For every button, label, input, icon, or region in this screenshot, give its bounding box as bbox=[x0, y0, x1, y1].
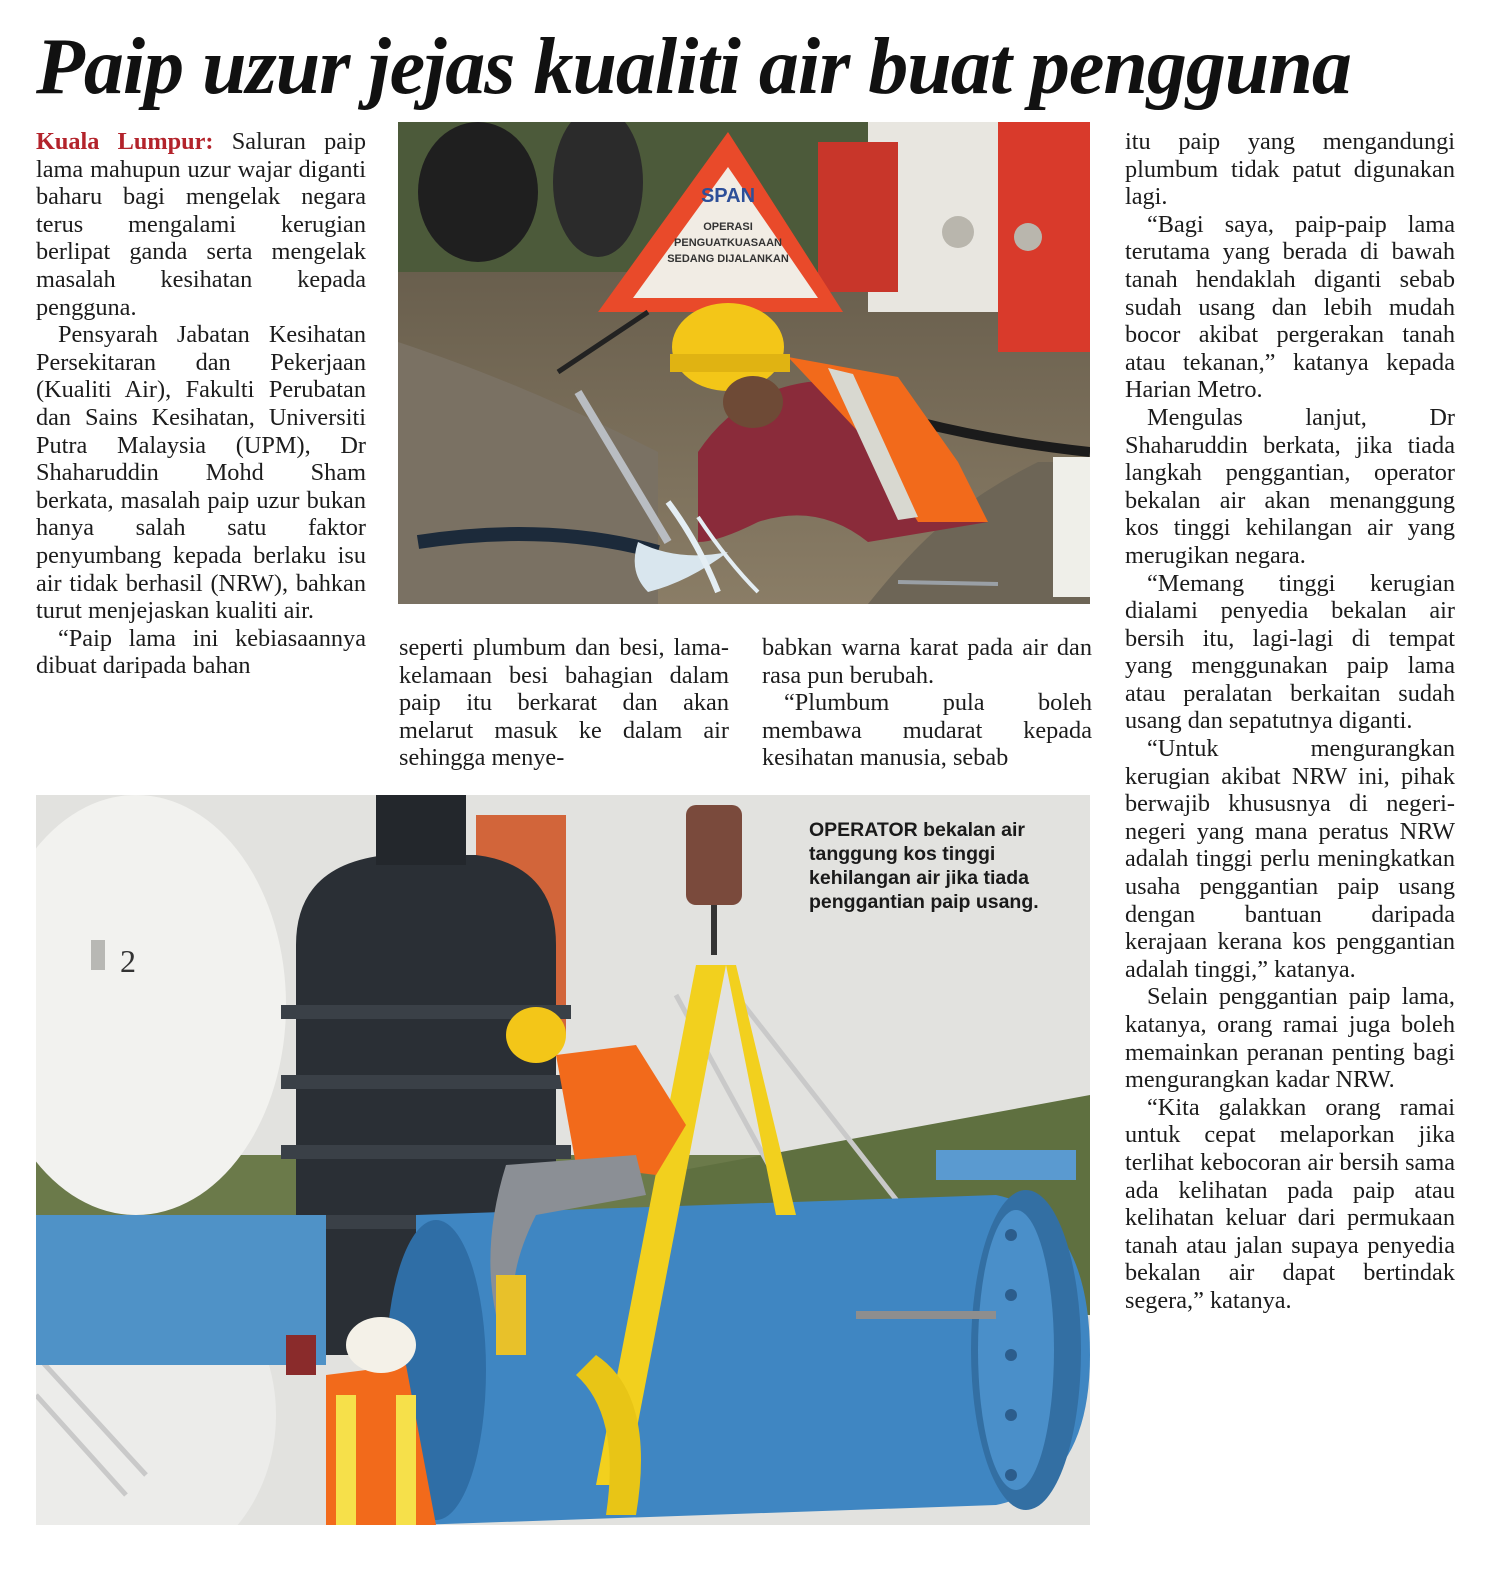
paragraph: Mengulas lanjut, Dr Shaharuddin berkata, jika tiada langkah penggantian, operator bekalan air akan menanggung kos tinggi kehilangan air yang merugikan negara. bbox=[1125, 403, 1455, 569]
headline: Paip uzur jejas kualiti air buat pengguna bbox=[36, 23, 1351, 111]
paragraph-text: Saluran paip lama mahupun uzur wajar diganti baharu bagi mengelak negara terus mengalami kerugian berlipat ganda serta mengelak masalah kesihatan kepada pengguna. bbox=[36, 128, 366, 321]
paragraph: “Plumbum pula boleh membawa mudarat kepada kesihatan manusia, sebab bbox=[762, 689, 1092, 772]
sign-line-1: OPERASI bbox=[703, 221, 753, 233]
paragraph: itu paip yang mengandungi plumbum tidak patut digunakan lagi. bbox=[1125, 128, 1455, 211]
sign-brand: SPAN bbox=[700, 185, 756, 207]
paragraph: “Kita galakkan orang ramai untuk cepat melaporkan jika terlihat kebocoran air bersih sama ada kelihatan pada paip atau kelihatan keluar dari permukaan tanah atau jalan supaya penyedia bekalan air dapat bertindak segera,” katanya. bbox=[1125, 1093, 1455, 1314]
paragraph: babkan warna karat pada air dan rasa pun berubah. bbox=[762, 634, 1092, 689]
article-column-2 bbox=[399, 634, 729, 772]
dateline: Kuala Lumpur: bbox=[36, 128, 214, 155]
paragraph: “Paip lama ini kebiasaannya dibuat daripada bahan bbox=[36, 624, 366, 680]
article-column-4 bbox=[1125, 128, 1455, 1315]
article-column-1 bbox=[36, 128, 366, 680]
paragraph: “Bagi saya, paip-paip lama terutama yang berada di bawah tanah hendaklah diganti sebab sudah usang dan lebih mudah bocor akibat pergerakan tanah atau tekanan,” katanya kepada Harian Metro. bbox=[1125, 210, 1455, 404]
paragraph: Pensyarah Jabatan Kesihatan Persekitaran dan Pekerjaan (Kualiti Air), Fakulti Perubatan dan Sains Kesihatan, Universiti Putra Malaysia (UPM), Dr Shaharuddin Mohd Sham berkata, masalah paip uzur bukan hanya salah satu faktor penyumbang kepada berlaku isu air tidak berhasil (NRW), bahkan turut menjejaskan kualiti air. bbox=[36, 321, 366, 625]
photo-caption: OPERATOR bekalan air tanggung kos tinggi kehilangan air jika tiada penggantian paip usang. bbox=[809, 819, 1039, 913]
photo-worker-fixing-leak bbox=[398, 122, 1090, 604]
tank-number: 2 bbox=[120, 943, 136, 979]
paragraph: “Untuk mengurangkan kerugian akibat NRW ini, pihak berwajib khususnya di negeri-negeri yang mana peratus NRW adalah tinggi perlu meningkatkan usaha penggantian paip usang dengan bantuan daripada kerajaan kerana kos penggantian adalah tinggi,” katanya. bbox=[1125, 735, 1455, 983]
sign-line-3: SEDANG DIJALANKAN bbox=[667, 253, 789, 265]
paragraph: “Memang tinggi kerugian dialami penyedia bekalan air bersih itu, lagi-lagi di tempat yang menggunakan paip lama atau peralatan berkaitan sudah usang dan sepatutnya diganti. bbox=[1125, 569, 1455, 735]
paragraph: seperti plumbum dan besi, lama-kelamaan besi bahagian dalam paip itu berkarat dan akan melarut masuk ke dalam air sehingga menye- bbox=[399, 634, 729, 772]
article-column-3 bbox=[762, 634, 1092, 772]
tank-number-plate bbox=[91, 940, 105, 970]
paragraph: Selain penggantian paip lama, katanya, orang ramai juga boleh memainkan peranan penting bagi mengurangkan kadar NRW. bbox=[1125, 983, 1455, 1094]
sign-line-2: PENGUATKUASAAN bbox=[674, 237, 782, 249]
paragraph bbox=[36, 128, 366, 321]
